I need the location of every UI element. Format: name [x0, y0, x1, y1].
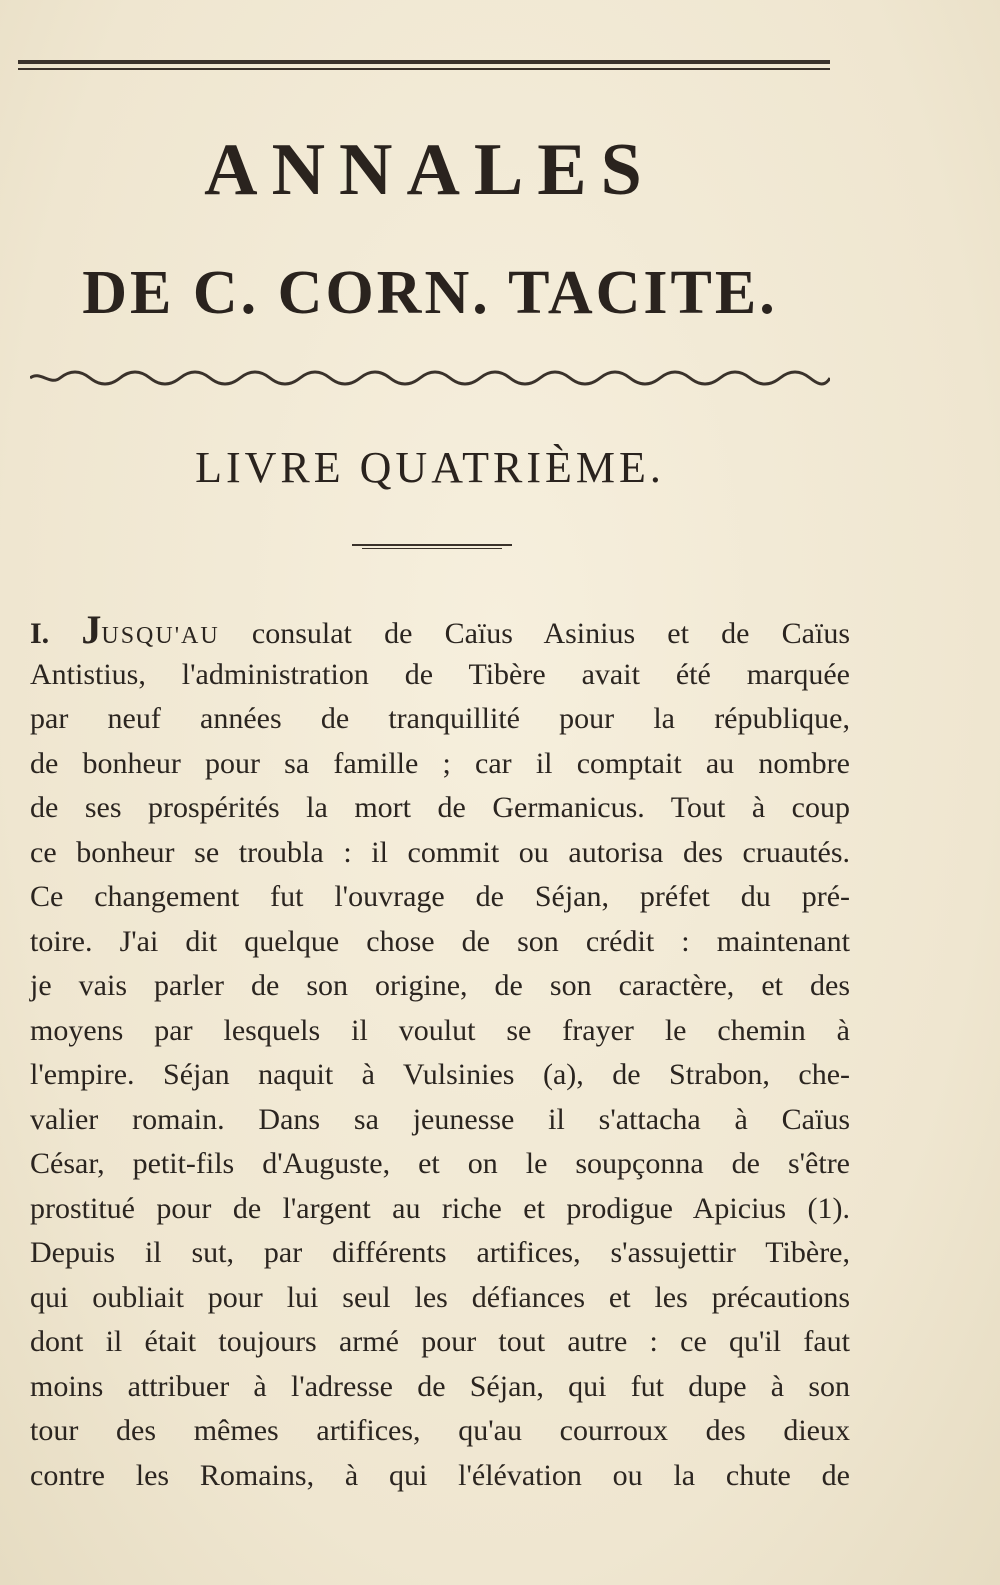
- short-rule-line-top: [352, 544, 512, 546]
- text-line: de ses prospérités la mort de Germanicus. Tout à coup: [30, 791, 850, 824]
- text-line: valier romain. Dans sa jeunesse il s'attacha à Caïus: [30, 1102, 850, 1136]
- drop-cap: J: [81, 607, 102, 652]
- text-line: qui oubliait pour lui seul les défiances et les précautions: [30, 1280, 850, 1314]
- text-line-first: [30, 608, 850, 653]
- text-line: dont il était toujours armé pour tout autre : ce qu'il faut: [30, 1325, 850, 1358]
- header-double-rule: [18, 60, 830, 72]
- rule-thick-line: [18, 60, 830, 64]
- text-line: Depuis il sut, par différents artifices, s'assujettir Tibère,: [30, 1236, 850, 1269]
- text-line: l'empire. Séjan naquit à Vulsinies (a), de Strabon, che-: [30, 1058, 850, 1091]
- text-line: ce bonheur se troubla : il commit ou autorisa des cruautés.: [30, 835, 850, 869]
- text-line: toire. J'ai dit quelque chose de son crédit : maintenant: [30, 924, 850, 958]
- text-line: moyens par lesquels il voulut se frayer le chemin à: [30, 1013, 850, 1047]
- body-paragraph: [30, 608, 850, 1498]
- title-annales: ANNALES: [204, 129, 656, 211]
- text-line: de bonheur pour sa famille ; car il comptait au nombre: [30, 746, 850, 780]
- rule-thin-line: [18, 68, 830, 70]
- text-line: je vais parler de son origine, de son caractère, et des: [30, 969, 850, 1002]
- text-line: consulat de Caïus Asinius et de Caïus: [219, 617, 850, 650]
- text-line: César, petit-fils d'Auguste, et on le soupçonna de s'être: [30, 1147, 850, 1180]
- lead-smallcaps: USQU'AU: [101, 623, 220, 649]
- section-number: I.: [30, 617, 50, 650]
- text-line: par neuf années de tranquillité pour la république,: [30, 702, 850, 735]
- text-line: moins attribuer à l'adresse de Séjan, qui fut dupe à son: [30, 1369, 850, 1403]
- wavy-ornament-divider: [30, 370, 830, 386]
- short-divider-rule: [352, 544, 512, 549]
- text-line: prostitué pour de l'argent au riche et prodigue Apicius (1).: [30, 1191, 850, 1225]
- text-line: contre les Romains, à qui l'élévation ou la chute de: [30, 1458, 850, 1492]
- title-author: DE C. CORN. TACITE.: [82, 259, 778, 327]
- text-line: Antistius, l'administration de Tibère avait été marquée: [30, 657, 850, 691]
- book-heading: LIVRE QUATRIÈME.: [195, 443, 665, 492]
- text-line: Ce changement fut l'ouvrage de Séjan, préfet du pré-: [30, 880, 850, 913]
- text-line: tour des mêmes artifices, qu'au courroux des dieux: [30, 1414, 850, 1447]
- short-rule-line-bottom: [362, 548, 502, 549]
